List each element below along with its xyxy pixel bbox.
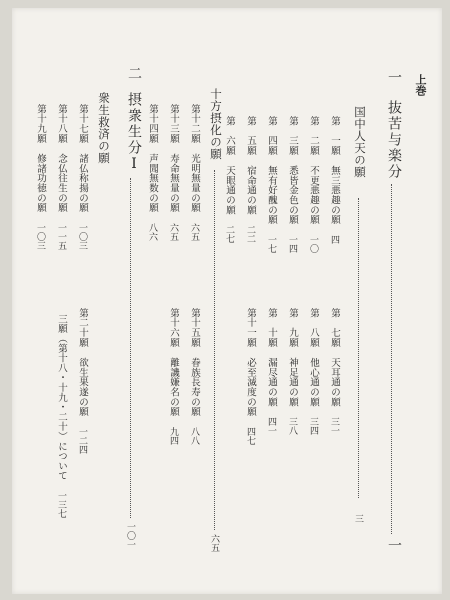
volume-label: 上巻 — [414, 74, 427, 96]
leader-dots — [391, 184, 392, 534]
leader-dots — [214, 170, 215, 530]
list-item: 第 一願 無三悪趣の願 四 — [329, 116, 340, 245]
list-item: 第十一願 必至滅度の願 四七 — [245, 308, 256, 446]
leader-dots — [358, 198, 359, 498]
toc-page — [12, 8, 442, 594]
list-item: 第 五願 宿命通の願 二二 — [245, 116, 256, 244]
list-item: 第 三願 悉皆金色の願 一四 — [287, 116, 298, 254]
list-item: 第十二願 光明無量の願 六五 — [189, 104, 200, 242]
chapter-title: 摂衆生分Ⅰ — [126, 92, 142, 174]
list-item: 第 七願 天耳通の願 三一 — [329, 308, 340, 436]
list-item: 第十六願 離譏嫌名の願 九四 — [168, 308, 179, 446]
list-item: 第 六願 天眼通の願 二七 — [224, 116, 235, 244]
chapter-page: 一 — [386, 538, 402, 554]
page-number: 四 — [329, 235, 339, 245]
list-item: 第 八願 他心通の願 三四 — [308, 308, 319, 436]
section-title: 国中人天の願 — [353, 106, 367, 178]
list-item: 第二十願 欲生果遂の願 一二四 — [77, 308, 88, 455]
vow-title: 無三悪趣の願 — [329, 165, 340, 225]
section-page: 三 — [353, 514, 363, 523]
chapter-title: 抜苦与楽分 — [386, 100, 402, 180]
note-text: 三願（第十八・十九・二十）について — [56, 314, 67, 481]
section-page: 六五 — [209, 534, 219, 552]
list-item: 第十八願 念仏往生の願 一一五 — [56, 104, 67, 251]
note-entry — [54, 314, 69, 518]
note-page: 一三七 — [56, 491, 66, 519]
chapter-number: 一 — [386, 70, 402, 86]
list-item: 第 十願 漏尽通の願 四一 — [266, 308, 277, 436]
list-item: 第十五願 眷族長寿の願 八八 — [189, 308, 200, 446]
list-item: 第 四願 無有好醜の願 一七 — [266, 116, 277, 254]
list-item: 第 九願 神足通の願 三八 — [287, 308, 298, 436]
vow-number: 第 一 — [329, 116, 340, 146]
section-title: 衆生救済の願 — [97, 92, 111, 164]
chapter-page: 一〇一 — [125, 522, 135, 549]
list-item: 第十七願 諸仏称揚の願 一〇三 — [77, 104, 88, 251]
list-item: 第十九願 修諸功徳の願 一〇三 — [35, 104, 46, 251]
list-item: 第十三願 寿命無量の願 六五 — [168, 104, 179, 242]
section-title: 十方摂化の願 — [209, 88, 223, 160]
list-item: 第 二願 不更悪趣の願 一〇 — [308, 116, 319, 254]
chapter-number: 二 — [126, 66, 142, 82]
list-item: 第十四願 声聞無数の願 八六 — [147, 104, 158, 242]
leader-dots — [130, 178, 131, 518]
